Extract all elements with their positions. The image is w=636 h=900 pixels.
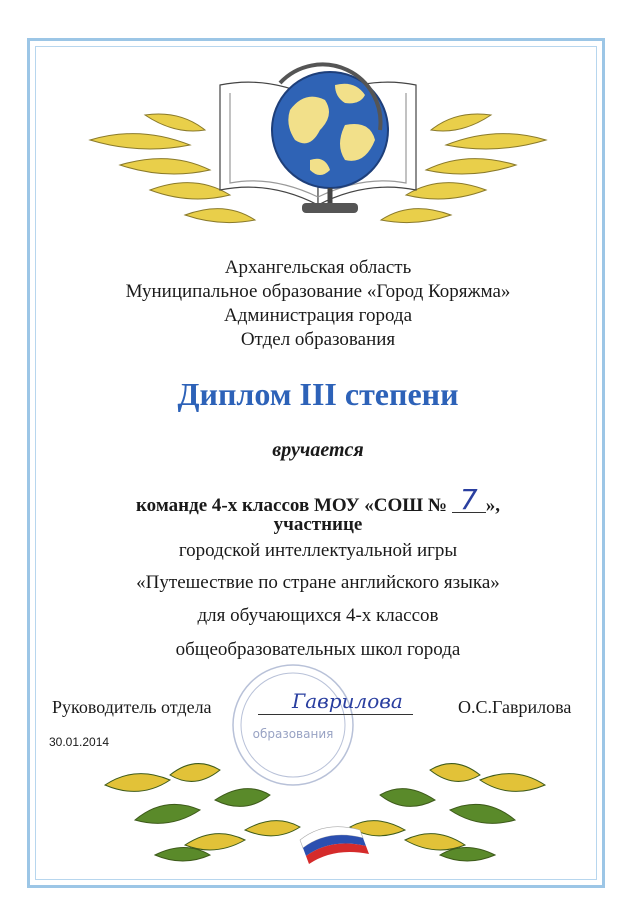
signature-role: Руководитель отдела [52,697,212,717]
diploma-title: Диплом III степени [177,376,459,412]
awarded-text: вручается [272,439,364,461]
handwritten-signature [282,680,412,720]
event-line-1: городской интеллектуальной игры [178,540,458,561]
globe-book-icon [80,55,556,255]
event-line-3: для обучающихся 4-х классов [197,605,439,626]
event-line-2: «Путешествие по стране английского языка» [136,572,500,593]
stamp-text: образования [252,727,334,741]
team-suffix: », [485,495,501,516]
event-line-4: общеобразовательных школ города [175,639,461,660]
date-text: 30.01.2014 [49,735,110,749]
municipality-text: Муниципальное образование «Город Коряжма» [125,281,511,302]
department-text: Отдел образования [240,329,396,350]
signature-handwriting: Гаврилова [292,689,403,713]
signature-name: О.С.Гаврилова [458,697,572,717]
region-text: Архангельская область [224,257,412,278]
team-prefix: команде 4-х классов МОУ «СОШ № [135,495,452,516]
laurel-left [105,764,300,861]
participant-text: участнице [273,514,363,535]
russian-flag-icon [300,827,369,864]
laurel-right [350,764,545,861]
school-number: 7 [452,488,486,513]
administration-text: Администрация города [223,305,412,326]
laurel-branch-icon [95,745,555,875]
recipient-line [40,483,596,517]
